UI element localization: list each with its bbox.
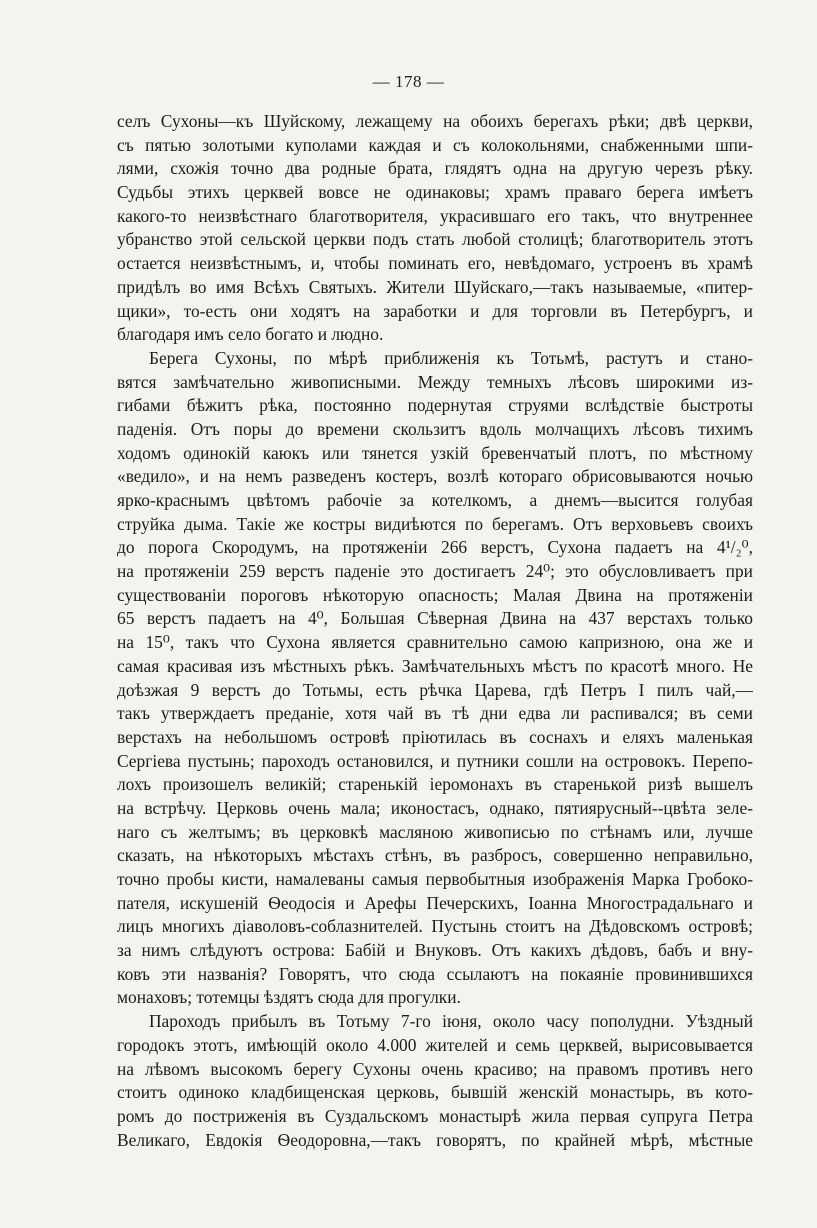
text-line: ромъ до постриженія въ Суздальскомъ монастырѣ жила первая супруга Петра <box>117 1105 753 1126</box>
paragraph-2 <box>117 347 753 1010</box>
text-line: убранство этой сельской церкви подъ стать любой столицѣ; благотворитель этотъ <box>117 229 753 250</box>
text-line: ходомъ одинокій каюкъ или тянется узкій бревенчатый плотъ, по мѣстному <box>117 442 753 463</box>
text-line: Великаго, Евдокія Ѳеодоровна,—такъ говорятъ, по крайней мѣрѣ, мѣстные <box>117 1129 753 1150</box>
text-line: селъ Сухоны—къ Шуйскому, лежащему на обоихъ берегахъ рѣки; двѣ церкви, <box>117 111 753 131</box>
text-line: доѣзжая 9 верстъ до Тотьмы, есть рѣчка Царева, гдѣ Петръ I пилъ чай,— <box>117 679 753 700</box>
text-line: точно пробы кисти, намалеваны самыя первобытныя изображенія Марка Гробоко- <box>117 869 753 889</box>
text-line: остается неизвѣстнымъ, и, чтобы поминать его, невѣдомаго, устроенъ въ храмѣ <box>117 253 753 274</box>
text-line: такъ утверждаетъ преданіе, хотя чай въ тѣ дни едва ли распивался; въ семи <box>117 703 753 724</box>
text-line: Судьбы этихъ церквей вовсе не одинаковы; храмъ праваго берега имѣетъ <box>117 182 753 203</box>
paragraph-1 <box>117 110 753 347</box>
text-line: пателя, искушеній Ѳеодосія и Арефы Печерскихъ, Іоанна Многострадальнаго и <box>117 892 753 913</box>
text-line: Берега Сухоны, по мѣрѣ приближенія къ Тотьмѣ, растутъ и стано- <box>149 347 753 368</box>
text-line: стоитъ одиноко кладбищенская церковь, бывшій женскій монастырь, въ кото- <box>117 1082 753 1103</box>
text-line: ковъ эти названія? Говорятъ, что сюда ссылаютъ на покаяніе провинившихся <box>117 963 753 984</box>
text-line: паденія. Отъ поры до времени скользитъ вдоль молчащихъ лѣсовъ тихимъ <box>117 418 753 439</box>
text-line: наго съ желтымъ; въ церковкѣ масляною живописью по стѣнамъ или, лучше <box>117 821 753 842</box>
body-text <box>117 110 753 1152</box>
text-line: городокъ этотъ, имѣющій около 4.000 жителей и семь церквей, вырисовывается <box>117 1034 753 1055</box>
text-line: придѣлъ во имя Всѣхъ Святыхъ. Жители Шуйскаго,—такъ называемые, «питер- <box>117 276 753 297</box>
text-line: на встрѣчу. Церковь очень мала; иконостасъ, однако, пятиярусный--цвѣта зеле- <box>117 797 753 818</box>
text-line: ярко-краснымъ цвѣтомъ рабочіе за котелкомъ, а днемъ—высится голубая <box>117 490 753 510</box>
text-line: «ведило», и на немъ разведенъ костеръ, возлѣ котораго обрисовываются ночью <box>117 466 753 487</box>
text-line: благодаря имъ село богато и людно. <box>117 324 384 345</box>
text-line: самая красивая изъ мѣстныхъ рѣкъ. Замѣчательныхъ мѣстъ по красотѣ много. Не <box>117 655 753 676</box>
text-line: на 15⁰, такъ что Сухона является сравнительно самою капризною, она же и <box>117 632 753 653</box>
text-line: Пароходъ прибылъ въ Тотьму 7-го іюня, около часу пополудни. Уѣздный <box>149 1011 753 1032</box>
text-line: струйка дыма. Такіе же костры видиѣются по берегамъ. Отъ верховьевъ своихъ <box>117 513 753 534</box>
text-line: какого-то неизвѣстнаго благотворителя, украсившаго его такъ, что внутреннее <box>117 205 753 226</box>
text-line: на протяженіи 259 верстъ паденіе это достигаетъ 24⁰; это обусловливаетъ при <box>117 561 753 582</box>
text-line: лицъ многихъ діаволовъ-соблазнителей. Пустынь стоитъ на Дѣдовскомъ островѣ; <box>117 916 753 937</box>
page-number: — 178 — <box>372 72 445 91</box>
text-line: лями, схожія точно два родные брата, глядятъ одна на другую черезъ рѣку. <box>117 158 753 179</box>
text-line: вятся замѣчательно живописными. Между темныхъ лѣсовъ широкими из- <box>117 371 753 392</box>
text-line: лохъ произошелъ великій; старенькій іеромонахъ въ старенькой ризѣ вышелъ <box>117 774 753 795</box>
text-line: до порога Скородумъ, на протяженіи 266 верстъ, Сухона падаетъ на 4¹/₂⁰, <box>117 537 753 558</box>
paragraph-3 <box>117 1010 753 1152</box>
text-line: гибами бѣжитъ рѣка, постоянно подернутая струями вслѣдствіе быстроты <box>117 395 753 416</box>
text-line: Сергіева пустынь; пароходъ остановился, и путники сошли на островокъ. Перепо- <box>117 750 753 771</box>
text-line: существованіи пороговъ нѣкоторую опасность; Малая Двина на протяженіи <box>117 584 753 605</box>
text-line: за нимъ слѣдуютъ острова: Бабій и Внуковъ. Отъ какихъ дѣдовъ, бабъ и вну- <box>117 940 753 961</box>
text-line: на лѣвомъ высокомъ берегу Сухоны очень красиво; на правомъ противъ него <box>117 1058 753 1079</box>
text-line: верстахъ на небольшомъ островѣ пріютилась въ соснахъ и еляхъ маленькая <box>117 726 753 747</box>
text-line: сказать, на нѣкоторыхъ мѣстахъ стѣнъ, въ разбросъ, совершенно неправильно, <box>117 845 753 866</box>
text-line: съ пятью золотыми куполами каждая и съ колокольнями, снабженными шпи- <box>117 134 753 155</box>
text-line: щики», то-есть они ходятъ на заработки и для торговли въ Петербургъ, и <box>117 300 753 321</box>
text-line: монаховъ; тотемцы ѣздятъ сюда для прогулки. <box>117 987 461 1008</box>
text-line: 65 верстъ падаетъ на 4⁰, Большая Сѣверная Двина на 437 верстахъ только <box>117 608 753 629</box>
